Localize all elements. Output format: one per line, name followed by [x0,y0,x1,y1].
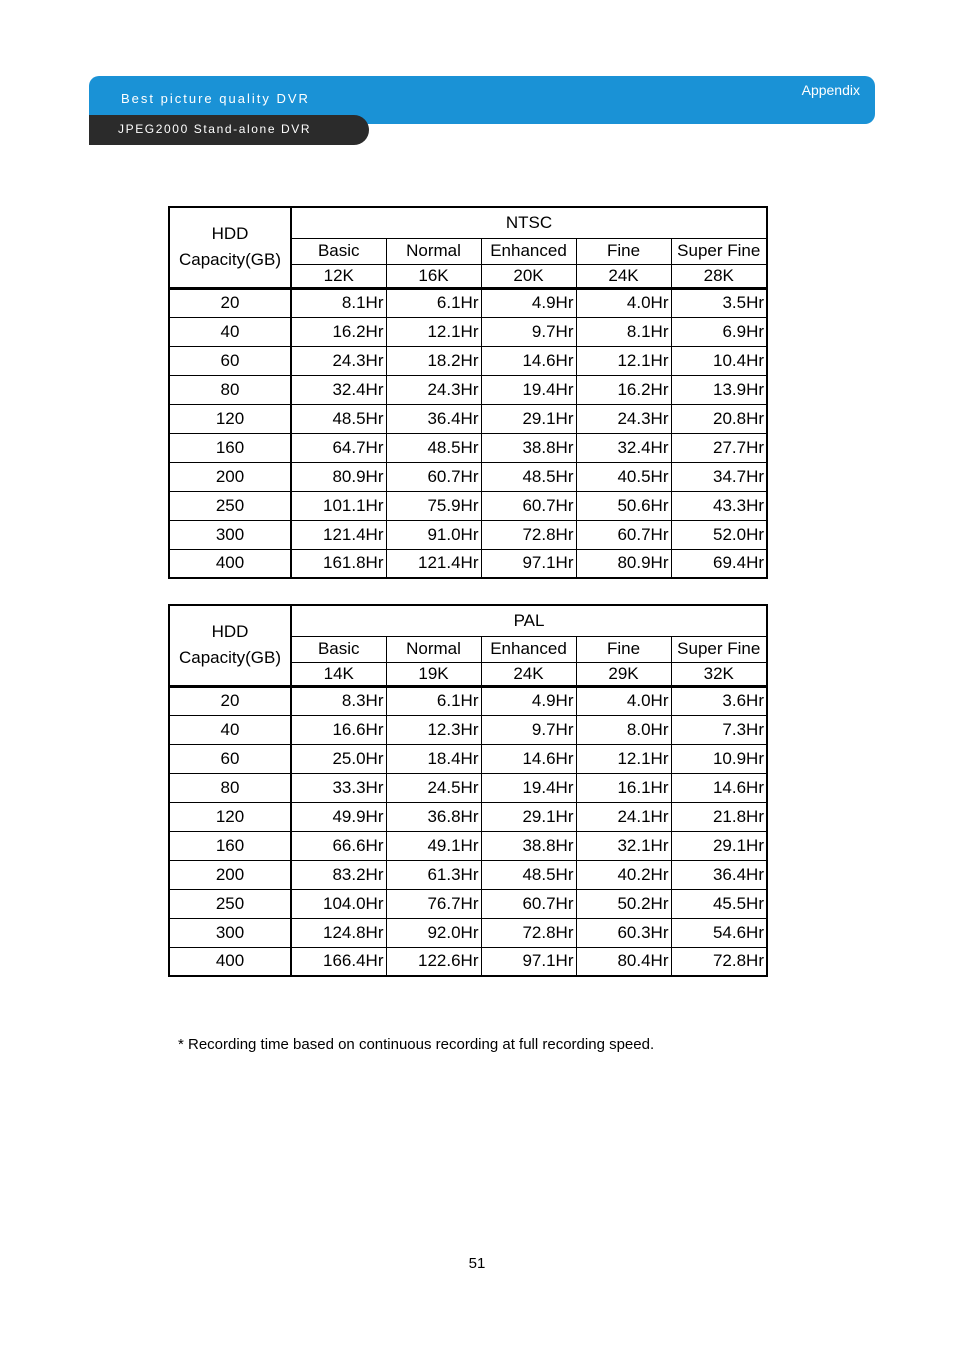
table-row [169,375,767,404]
ntsc-recording-table [168,206,766,579]
speed-header: 16K [386,264,481,288]
recording-time-cell: 49.1Hr [386,831,481,860]
recording-time-cell: 9.7Hr [481,715,576,744]
table-row [169,947,767,976]
recording-time-cell: 124.8Hr [291,918,386,947]
capacity-cell: 300 [169,520,291,549]
recording-time-cell: 24.5Hr [386,773,481,802]
recording-time-cell: 54.6Hr [671,918,767,947]
recording-time-cell: 38.8Hr [481,831,576,860]
capacity-cell: 160 [169,433,291,462]
recording-time-cell: 14.6Hr [481,346,576,375]
table-row [169,686,767,715]
recording-time-table [168,206,768,579]
capacity-cell: 80 [169,375,291,404]
recording-time-cell: 12.1Hr [386,317,481,346]
recording-time-cell: 83.2Hr [291,860,386,889]
recording-time-cell: 10.4Hr [671,346,767,375]
hdd-capacity-header [169,605,291,686]
recording-time-cell: 25.0Hr [291,744,386,773]
recording-time-cell: 104.0Hr [291,889,386,918]
recording-time-cell: 69.4Hr [671,549,767,578]
recording-time-cell: 8.0Hr [576,715,671,744]
recording-time-cell: 19.4Hr [481,773,576,802]
table-row [169,491,767,520]
hdd-label: HDD [211,622,249,642]
speed-header: 28K [671,264,767,288]
speed-header: 14K [291,662,386,686]
capacity-cell: 40 [169,715,291,744]
recording-time-cell: 66.6Hr [291,831,386,860]
recording-time-cell: 60.7Hr [481,889,576,918]
recording-time-table [168,604,768,977]
hdd-capacity-header [169,207,291,288]
video-system-header: NTSC [291,207,767,238]
table-row [169,918,767,947]
capacity-label: Capacity(GB) [178,648,282,668]
capacity-cell: 400 [169,549,291,578]
recording-time-cell: 48.5Hr [291,404,386,433]
header-subtitle-bar [89,115,369,145]
page-number: 51 [468,1255,486,1272]
table-row [169,773,767,802]
recording-time-cell: 8.1Hr [576,317,671,346]
recording-time-cell: 18.4Hr [386,744,481,773]
table-row [169,802,767,831]
speed-header: 20K [481,264,576,288]
recording-time-cell: 40.5Hr [576,462,671,491]
hdd-label: HDD [211,224,249,244]
recording-time-cell: 64.7Hr [291,433,386,462]
recording-time-cell: 38.8Hr [481,433,576,462]
speed-header: 24K [576,264,671,288]
recording-time-cell: 36.4Hr [386,404,481,433]
recording-time-cell: 80.9Hr [576,549,671,578]
table-row [169,317,767,346]
recording-time-cell: 48.5Hr [386,433,481,462]
recording-time-cell: 12.3Hr [386,715,481,744]
recording-time-cell: 80.4Hr [576,947,671,976]
recording-time-cell: 60.3Hr [576,918,671,947]
recording-time-cell: 72.8Hr [671,947,767,976]
section-label: Appendix [801,82,860,98]
recording-time-cell: 36.4Hr [671,860,767,889]
table-row [169,288,767,317]
quality-header: Super Fine [671,238,767,264]
table-row [169,462,767,491]
quality-header: Fine [576,636,671,662]
capacity-cell: 20 [169,686,291,715]
table-row [169,346,767,375]
recording-time-cell: 60.7Hr [481,491,576,520]
capacity-cell: 120 [169,802,291,831]
recording-time-cell: 8.1Hr [291,288,386,317]
capacity-cell: 120 [169,404,291,433]
recording-time-cell: 60.7Hr [386,462,481,491]
recording-time-cell: 24.3Hr [386,375,481,404]
quality-header: Enhanced [481,238,576,264]
capacity-cell: 250 [169,491,291,520]
recording-time-cell: 8.3Hr [291,686,386,715]
recording-time-cell: 18.2Hr [386,346,481,375]
speed-header: 12K [291,264,386,288]
recording-time-cell: 33.3Hr [291,773,386,802]
recording-time-cell: 29.1Hr [671,831,767,860]
capacity-cell: 200 [169,462,291,491]
capacity-cell: 250 [169,889,291,918]
recording-time-cell: 122.6Hr [386,947,481,976]
recording-time-cell: 91.0Hr [386,520,481,549]
footnote: * Recording time based on continuous recording at full recording speed. [178,1036,655,1053]
table-row [169,549,767,578]
recording-time-cell: 6.1Hr [386,288,481,317]
recording-time-cell: 7.3Hr [671,715,767,744]
capacity-label: Capacity(GB) [178,250,282,270]
recording-time-cell: 43.3Hr [671,491,767,520]
table-row [169,715,767,744]
recording-time-cell: 166.4Hr [291,947,386,976]
recording-time-cell: 16.2Hr [576,375,671,404]
capacity-cell: 60 [169,744,291,773]
recording-time-cell: 12.1Hr [576,346,671,375]
recording-time-cell: 61.3Hr [386,860,481,889]
quality-header: Basic [291,636,386,662]
recording-time-cell: 4.9Hr [481,686,576,715]
recording-time-cell: 34.7Hr [671,462,767,491]
recording-time-cell: 20.8Hr [671,404,767,433]
recording-time-cell: 24.3Hr [291,346,386,375]
capacity-cell: 400 [169,947,291,976]
recording-time-cell: 24.3Hr [576,404,671,433]
recording-time-cell: 19.4Hr [481,375,576,404]
recording-time-cell: 21.8Hr [671,802,767,831]
recording-time-cell: 101.1Hr [291,491,386,520]
recording-time-cell: 52.0Hr [671,520,767,549]
recording-time-cell: 36.8Hr [386,802,481,831]
capacity-cell: 200 [169,860,291,889]
recording-time-cell: 4.9Hr [481,288,576,317]
header-row [169,207,767,238]
recording-time-cell: 97.1Hr [481,549,576,578]
header-subtitle: JPEG2000 Stand-alone DVR [118,122,312,136]
quality-header: Basic [291,238,386,264]
capacity-cell: 60 [169,346,291,375]
recording-time-cell: 40.2Hr [576,860,671,889]
recording-time-cell: 161.8Hr [291,549,386,578]
quality-header: Super Fine [671,636,767,662]
pal-recording-table [168,604,766,977]
recording-time-cell: 48.5Hr [481,462,576,491]
quality-header: Fine [576,238,671,264]
recording-time-cell: 50.2Hr [576,889,671,918]
quality-header: Normal [386,636,481,662]
recording-time-cell: 32.1Hr [576,831,671,860]
recording-time-cell: 4.0Hr [576,686,671,715]
capacity-cell: 160 [169,831,291,860]
speed-header: 19K [386,662,481,686]
speed-header: 29K [576,662,671,686]
recording-time-cell: 48.5Hr [481,860,576,889]
recording-time-cell: 6.1Hr [386,686,481,715]
table-row [169,744,767,773]
recording-time-cell: 121.4Hr [291,520,386,549]
recording-time-cell: 16.2Hr [291,317,386,346]
table-row [169,404,767,433]
capacity-cell: 20 [169,288,291,317]
recording-time-cell: 13.9Hr [671,375,767,404]
recording-time-cell: 9.7Hr [481,317,576,346]
recording-time-cell: 92.0Hr [386,918,481,947]
recording-time-cell: 32.4Hr [291,375,386,404]
header-row [169,605,767,636]
speed-header: 24K [481,662,576,686]
header-title: Best picture quality DVR [121,91,310,106]
recording-time-cell: 49.9Hr [291,802,386,831]
recording-time-cell: 72.8Hr [481,520,576,549]
table-row [169,520,767,549]
recording-time-cell: 80.9Hr [291,462,386,491]
table-row [169,860,767,889]
table-row [169,889,767,918]
recording-time-cell: 4.0Hr [576,288,671,317]
capacity-cell: 80 [169,773,291,802]
recording-time-cell: 29.1Hr [481,404,576,433]
capacity-cell: 40 [169,317,291,346]
recording-time-cell: 32.4Hr [576,433,671,462]
recording-time-cell: 97.1Hr [481,947,576,976]
recording-time-cell: 60.7Hr [576,520,671,549]
recording-time-cell: 29.1Hr [481,802,576,831]
recording-time-cell: 27.7Hr [671,433,767,462]
quality-header: Normal [386,238,481,264]
speed-header: 32K [671,662,767,686]
recording-time-cell: 121.4Hr [386,549,481,578]
recording-time-cell: 3.5Hr [671,288,767,317]
recording-time-cell: 50.6Hr [576,491,671,520]
recording-time-cell: 12.1Hr [576,744,671,773]
recording-time-cell: 75.9Hr [386,491,481,520]
video-system-header: PAL [291,605,767,636]
recording-time-cell: 14.6Hr [481,744,576,773]
recording-time-cell: 76.7Hr [386,889,481,918]
table-row [169,831,767,860]
table-row [169,433,767,462]
quality-header: Enhanced [481,636,576,662]
recording-time-cell: 6.9Hr [671,317,767,346]
recording-time-cell: 3.6Hr [671,686,767,715]
recording-time-cell: 14.6Hr [671,773,767,802]
recording-time-cell: 24.1Hr [576,802,671,831]
recording-time-cell: 10.9Hr [671,744,767,773]
recording-time-cell: 45.5Hr [671,889,767,918]
recording-time-cell: 72.8Hr [481,918,576,947]
recording-time-cell: 16.6Hr [291,715,386,744]
recording-time-cell: 16.1Hr [576,773,671,802]
capacity-cell: 300 [169,918,291,947]
